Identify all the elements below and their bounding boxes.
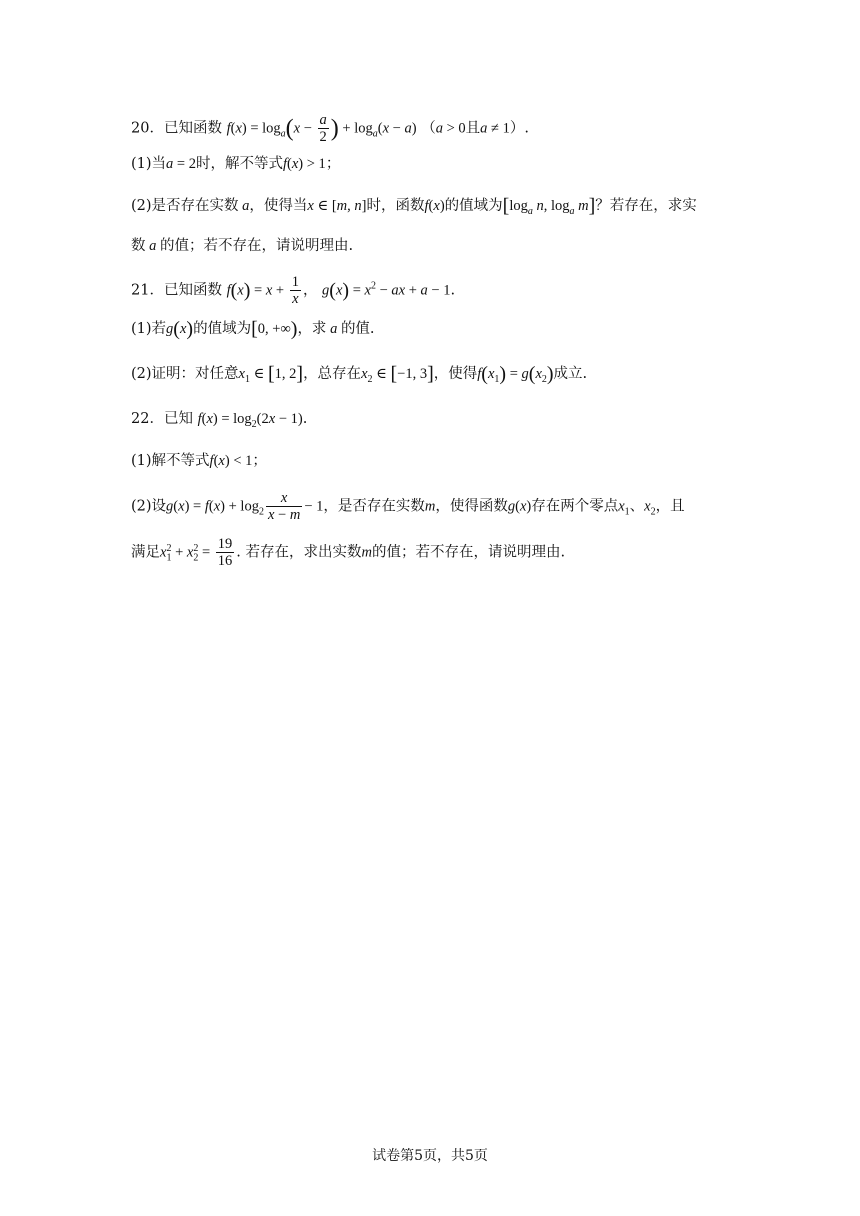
fraction-a-over-2: $\frac{a}{2}$: [319, 112, 327, 145]
fraction-x-over-x-minus-m: $\frac{x}{x - m}$: [267, 490, 301, 523]
page-footer: 试卷第5页，共5页: [372, 1148, 488, 1164]
q22-part1: (1)解不等式f(x) < 1；: [131, 453, 267, 469]
q21-part1: (1)若g(x)的值域为[0, +∞)，求 a 的值.: [131, 318, 375, 340]
q21-stem: 21．已知函数 f(x) = x + $\frac{1}{x}$ ， $g(x) = x^2$ − ax + a − 1.: [131, 274, 456, 307]
fraction-19-over-16: $\frac{19}{16}$: [217, 536, 233, 569]
fraction-1-over-x: $\frac{1}{x}$: [291, 274, 299, 307]
q22-part2: (2)设$g(x) = f(x) + \log_2$ $\frac{x}{x - m}$ − 1，是否存在实数m，使得函数g(x)存在两个零点$x_1$、$x_2$，且: [131, 490, 685, 523]
q22-stem: 22．已知 $f(x) = \log_2(2x - 1)$.: [131, 411, 308, 430]
q22-part2-cont: 满足$x_1^2 + x_2^2$ = $\frac{19}{16}$ . 若存在，求出实数m的值；若不存在，请说明理由.: [131, 536, 566, 569]
q20-part1: (1)当a = 2时，解不等式f(x) > 1；: [131, 156, 341, 172]
q20-stem: 20．已知函数 $f(x) = \log_a(x$ − $\frac{a}{2}$ ) + $\log_a(x - a) (a > 0$且a ≠ 1）.: [131, 112, 529, 145]
q21-part2: (2)证明：对任意$x_1$ ∈ [1, 2]，总存在$x_2$ ∈ [−1, 3]，使得$f(x_1) = g(x_2)$成立.: [131, 363, 588, 385]
q20-part2-cont: 数 a 的值；若不存在，请说明理由.: [131, 238, 354, 254]
q20-part2: (2)是否存在实数 a，使得当x ∈ [m, n]时，函数f(x)的值域为[$\log_a$ n, $\log_a m$]？若存在，求实: [131, 195, 697, 217]
